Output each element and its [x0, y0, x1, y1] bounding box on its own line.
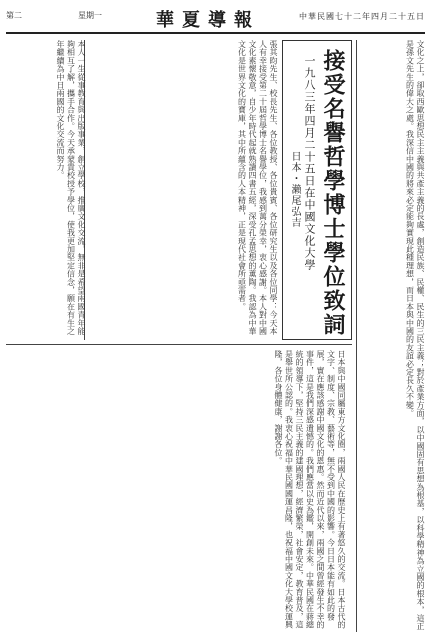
- page-number: 第二: [6, 11, 22, 20]
- article-author: 日本・瀨尾弘吉: [289, 151, 300, 228]
- article-subtitle: 一九八三年四月二十五日在中國文化大學: [303, 55, 316, 271]
- issue-date: 中華民國七十二年四月二十五日: [299, 12, 425, 21]
- weekday: 星期一: [78, 11, 102, 20]
- section-divider: [6, 344, 352, 345]
- page-header: [6, 6, 425, 34]
- article-title: 接受名譽哲學博士學位致詞: [320, 49, 346, 337]
- article-body-upper-left: 本人一生從事教育與出版事業，創立學校，推廣文化交流，無非是希望兩國青年能夠相互了解，攜手合作。今天承蒙貴校授予學位，使我更加堅定信念，願在有生之年繼續為中日兩國的文化交流而努力。: [56, 40, 86, 336]
- right-text-column: 文化之上，卻取西歐思想民主主義與共產主義的長處，創造民族、民權、民生的三民主義；對於產業方面，以中國固有思想為根基，以科學精神為立國的根本，這正是孫文先生的偉大之處。我深信中國的將來必定能夠實現此種理想，而日本與中國的友誼必定長久不變。: [405, 40, 425, 631]
- headline-box: [282, 40, 352, 340]
- article-body-lower: 日本與中國同屬東方文化圈，兩國人民在歷史上有著悠久的交流。日本古代的文字、制度、宗教、藝術等，無不受到中國的影響。今日日本能有如此的發展，實在應該感謝中國文化的恩惠。然而近代以來，兩國之間曾經發生不幸的事件，這是我們深感遺憾的。我們應當以史為鑑，開創未來。中華民國在蔣總統的領導下，堅持三民主義的建國理想，經濟繁榮，社會安定，教育普及，這是舉世所公認的。我衷心祝福中華民國國運昌隆，也祝福中國文化大學校運興隆，各位身體健康，謝謝各位。: [274, 350, 346, 629]
- article-body-upper: 張其昀先生、校長先生、各位教授、各位貴賓、各位研究生以及各位同學：今天本人有幸接受第二十屆哲學博士名譽學位，我感到萬分榮幸，衷心感謝。本人對中國文化素懷敬意，自少年時代起就熟讀四書五經，深受孔孟思想的薰陶。我認為中華文化是世界文化的寶庫，其中所蘊含的人本精神，正是現代社會所亟需者。: [237, 40, 278, 336]
- newspaper-title: 華夏導報: [156, 10, 260, 31]
